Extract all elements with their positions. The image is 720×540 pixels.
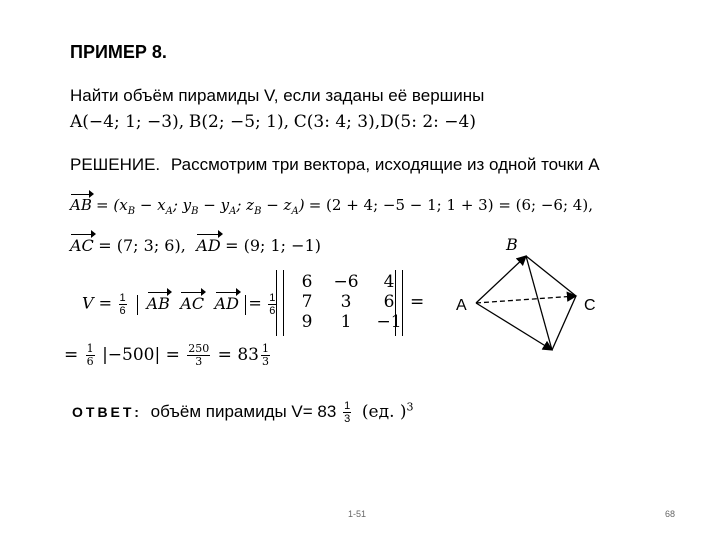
determinant-matrix [288,272,412,332]
result-value: = 83 [217,345,259,365]
fraction-250-3: $\frac{250}{3}$ [188,342,210,368]
vector-ab-result: = (2 + 4; −5 − 1; 1 + 3) = (6; −6; 4), [308,196,593,214]
result-lead: = [64,345,79,365]
vector-ab-name: AB [70,196,92,214]
result-abs: |−500| = [102,345,180,365]
answer-label: ОТВЕТ: [72,403,142,420]
vertex-c: C(3: 4; 3), [293,112,381,132]
matrix-cell: 6 [383,292,395,312]
det-bar-inner-right [395,270,396,336]
det-bar-outer-right [402,270,403,336]
answer-fraction: $\frac{1}{3}$ [344,400,351,425]
volume-lhs: V = [82,293,113,313]
edge-a-c [476,296,576,303]
answer-unit: (ед. ) [361,401,407,422]
matrix-cell: 3 [340,292,352,312]
answer-power: 3 [406,400,414,414]
vertex-b: B(2; −5; 1), [188,112,290,132]
det-bar-inner-left [283,270,284,336]
edge-c-d [552,296,576,350]
fraction-one-sixth: $\frac{1}{6}$ [119,292,126,317]
triple-vec-ac: AC [180,293,205,313]
equals-sign: = [248,293,262,313]
matrix-cell: 6 [301,272,313,292]
fraction-one-third: $\frac{1}{3}$ [261,342,269,368]
volume-formula [82,292,278,317]
edge-b-c [526,256,576,296]
solution-label: РЕШЕНИЕ. [70,155,161,174]
pyramid-diagram [440,230,620,370]
vector-ac-name: AC [70,236,94,255]
vector-ab-expression: = ($x_B - x_A$; $y_B - y_A$; $z_B - z_A$) [96,196,305,217]
triple-vec-ad: AD [214,293,239,313]
page-number: 68 [665,509,676,519]
vertex-d: D(5: 2: −4) [380,112,476,132]
solution-text: Рассмотрим три вектора, исходящие из одной точки А [170,155,600,174]
matrix-cell: 9 [301,312,313,332]
edge-a-b [476,256,526,303]
fraction-one-sixth-3: $\frac{1}{6}$ [86,342,94,368]
abs-bar-left [137,295,138,315]
matrix-cell: 7 [301,292,313,312]
slide-title: ПРИМЕР 8. [70,42,167,62]
fraction-one-sixth-2: $\frac{1}{6}$ [269,292,276,317]
matrix-cell: −1 [376,312,402,332]
result-line [64,343,272,368]
answer-line [72,400,414,425]
equals-sign-2: = [410,292,425,312]
matrix-cell: −6 [333,272,359,292]
solution-line [70,155,600,175]
vector-ab-line [70,196,593,217]
vertices-line [70,112,476,132]
vector-ad-name: AD [196,236,221,255]
vector-ac-ad-line [70,236,321,256]
answer-text: объём пирамиды V= 83 [150,401,337,421]
abs-bar-right [245,295,246,315]
vertex-a: A(−4; 1; −3), [70,112,185,132]
label-b: B [506,235,518,254]
label-c: C [584,297,596,314]
vector-ac-value: = (7; 3; 6), [98,236,186,255]
triple-vec-ab: AB [146,293,170,313]
matrix-cell: 4 [383,272,395,292]
label-a: A [456,297,467,314]
footer-center: 1-51 [348,509,367,519]
task-statement: Найти объём пирамиды V, если заданы её вершины [70,86,485,105]
vector-ad-value: = (9; 1; −1) [225,236,321,255]
det-bar-outer-left [276,270,277,336]
matrix-cell: 1 [340,312,352,332]
